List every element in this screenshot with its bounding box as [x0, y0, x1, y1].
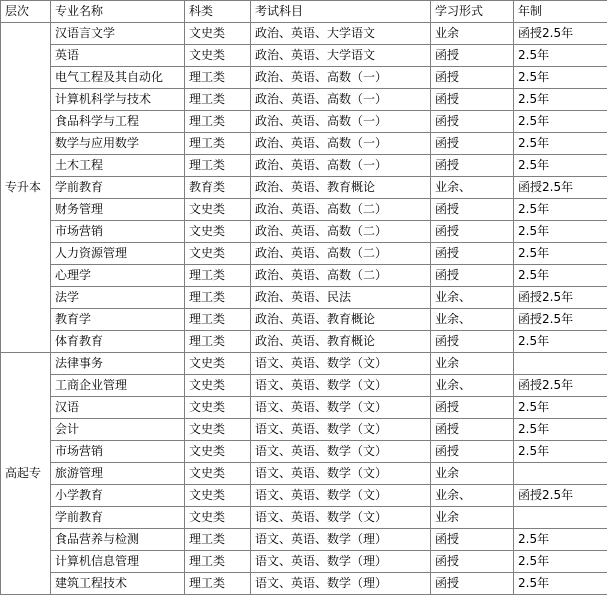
cell-major: 学前教育	[51, 177, 185, 199]
cell-mode: 函授	[431, 265, 514, 287]
cell-years: 2.5年	[514, 45, 607, 67]
cell-major: 法学	[51, 287, 185, 309]
cell-mode: 函授	[431, 243, 514, 265]
level-cell-0: 专升本	[1, 23, 51, 353]
cell-major: 电气工程及其自动化	[51, 67, 185, 89]
cell-category: 文史类	[185, 353, 251, 375]
cell-major: 市场营销	[51, 441, 185, 463]
cell-major: 计算机信息管理	[51, 551, 185, 573]
cell-subjects: 语文、英语、数学（文）	[251, 485, 431, 507]
cell-category: 理工类	[185, 331, 251, 353]
cell-category: 文史类	[185, 485, 251, 507]
cell-mode: 业余、	[431, 375, 514, 397]
cell-subjects: 政治、英语、高数（一）	[251, 89, 431, 111]
cell-years: 2.5年	[514, 397, 607, 419]
cell-category: 文史类	[185, 419, 251, 441]
cell-category: 理工类	[185, 573, 251, 595]
table-row	[1, 463, 607, 485]
cell-years: 2.5年	[514, 89, 607, 111]
cell-subjects: 政治、英语、大学语文	[251, 45, 431, 67]
cell-category: 教育类	[185, 177, 251, 199]
cell-category: 理工类	[185, 111, 251, 133]
cell-years: 2.5年	[514, 133, 607, 155]
cell-years: 2.5年	[514, 111, 607, 133]
level-cell-1: 高起专	[1, 353, 51, 595]
cell-years: 2.5年	[514, 243, 607, 265]
table-row	[1, 441, 607, 463]
column-header-category: 科类	[185, 1, 251, 23]
cell-major: 心理学	[51, 265, 185, 287]
cell-category: 理工类	[185, 551, 251, 573]
column-header-level: 层次	[1, 1, 51, 23]
cell-subjects: 语文、英语、数学（文）	[251, 353, 431, 375]
cell-mode: 业余	[431, 507, 514, 529]
cell-mode: 业余	[431, 23, 514, 45]
cell-years	[514, 507, 607, 529]
table-row	[1, 199, 607, 221]
column-header-major: 专业名称	[51, 1, 185, 23]
table-row	[1, 243, 607, 265]
cell-subjects: 语文、英语、数学（理）	[251, 529, 431, 551]
table-row	[1, 111, 607, 133]
cell-years: 2.5年	[514, 265, 607, 287]
table-row	[1, 485, 607, 507]
table-row	[1, 45, 607, 67]
cell-subjects: 语文、英语、数学（理）	[251, 573, 431, 595]
cell-years: 函授2.5年	[514, 309, 607, 331]
cell-category: 文史类	[185, 243, 251, 265]
cell-mode: 业余	[431, 353, 514, 375]
cell-mode: 业余	[431, 463, 514, 485]
cell-major: 汉语	[51, 397, 185, 419]
cell-mode: 函授	[431, 331, 514, 353]
cell-years: 2.5年	[514, 573, 607, 595]
cell-major: 财务管理	[51, 199, 185, 221]
cell-major: 教育学	[51, 309, 185, 331]
cell-category: 理工类	[185, 529, 251, 551]
cell-mode: 函授	[431, 419, 514, 441]
cell-years: 2.5年	[514, 419, 607, 441]
table-row	[1, 353, 607, 375]
cell-subjects: 政治、英语、教育概论	[251, 331, 431, 353]
cell-mode: 函授	[431, 529, 514, 551]
cell-subjects: 语文、英语、数学（文）	[251, 375, 431, 397]
cell-years: 函授2.5年	[514, 485, 607, 507]
table-row	[1, 529, 607, 551]
cell-mode: 函授	[431, 221, 514, 243]
cell-years: 函授2.5年	[514, 177, 607, 199]
cell-subjects: 语文、英语、数学（文）	[251, 397, 431, 419]
cell-subjects: 语文、英语、数学（文）	[251, 419, 431, 441]
cell-subjects: 政治、英语、教育概论	[251, 309, 431, 331]
cell-category: 理工类	[185, 133, 251, 155]
cell-major: 计算机科学与技术	[51, 89, 185, 111]
cell-category: 理工类	[185, 67, 251, 89]
cell-years: 2.5年	[514, 155, 607, 177]
table-row	[1, 89, 607, 111]
cell-subjects: 政治、英语、高数（一）	[251, 67, 431, 89]
cell-subjects: 政治、英语、民法	[251, 287, 431, 309]
cell-subjects: 政治、英语、高数（一）	[251, 155, 431, 177]
cell-major: 学前教育	[51, 507, 185, 529]
cell-mode: 函授	[431, 67, 514, 89]
table-row	[1, 331, 607, 353]
cell-major: 建筑工程技术	[51, 573, 185, 595]
cell-category: 文史类	[185, 45, 251, 67]
cell-category: 文史类	[185, 375, 251, 397]
column-header-mode: 学习形式	[431, 1, 514, 23]
cell-major: 市场营销	[51, 221, 185, 243]
cell-mode: 函授	[431, 45, 514, 67]
cell-major: 会计	[51, 419, 185, 441]
cell-mode: 函授	[431, 111, 514, 133]
table-header-row	[1, 1, 607, 23]
table-row	[1, 287, 607, 309]
cell-years: 函授2.5年	[514, 287, 607, 309]
cell-mode: 函授	[431, 133, 514, 155]
cell-subjects: 政治、英语、大学语文	[251, 23, 431, 45]
cell-major: 旅游管理	[51, 463, 185, 485]
cell-years: 2.5年	[514, 529, 607, 551]
cell-mode: 函授	[431, 551, 514, 573]
table-row	[1, 573, 607, 595]
cell-major: 体育教育	[51, 331, 185, 353]
cell-mode: 业余、	[431, 287, 514, 309]
cell-mode: 业余、	[431, 177, 514, 199]
cell-years	[514, 353, 607, 375]
cell-years: 2.5年	[514, 67, 607, 89]
cell-category: 文史类	[185, 23, 251, 45]
cell-major: 汉语言文学	[51, 23, 185, 45]
table-row	[1, 375, 607, 397]
table-row	[1, 177, 607, 199]
cell-category: 理工类	[185, 155, 251, 177]
cell-major: 工商企业管理	[51, 375, 185, 397]
cell-category: 文史类	[185, 397, 251, 419]
table-row	[1, 419, 607, 441]
cell-years: 函授2.5年	[514, 375, 607, 397]
table-row	[1, 551, 607, 573]
cell-mode: 函授	[431, 155, 514, 177]
cell-mode: 函授	[431, 199, 514, 221]
table-row	[1, 265, 607, 287]
cell-mode: 函授	[431, 441, 514, 463]
cell-years: 函授2.5年	[514, 23, 607, 45]
cell-category: 理工类	[185, 89, 251, 111]
table-row	[1, 155, 607, 177]
cell-years	[514, 463, 607, 485]
cell-subjects: 语文、英语、数学（理）	[251, 551, 431, 573]
cell-major: 食品营养与检测	[51, 529, 185, 551]
cell-major: 数学与应用数学	[51, 133, 185, 155]
cell-category: 文史类	[185, 463, 251, 485]
cell-mode: 业余、	[431, 309, 514, 331]
cell-major: 食品科学与工程	[51, 111, 185, 133]
cell-major: 法律事务	[51, 353, 185, 375]
cell-years: 2.5年	[514, 441, 607, 463]
column-header-years: 年制	[514, 1, 607, 23]
cell-major: 小学教育	[51, 485, 185, 507]
cell-years: 2.5年	[514, 331, 607, 353]
table-row	[1, 23, 607, 45]
cell-major: 英语	[51, 45, 185, 67]
cell-subjects: 政治、英语、高数（二）	[251, 221, 431, 243]
cell-subjects: 政治、英语、高数（二）	[251, 265, 431, 287]
cell-mode: 函授	[431, 573, 514, 595]
cell-mode: 函授	[431, 89, 514, 111]
cell-subjects: 语文、英语、数学（文）	[251, 441, 431, 463]
cell-subjects: 语文、英语、数学（文）	[251, 507, 431, 529]
cell-category: 文史类	[185, 199, 251, 221]
table-row	[1, 507, 607, 529]
cell-category: 理工类	[185, 309, 251, 331]
cell-years: 2.5年	[514, 199, 607, 221]
table-row	[1, 397, 607, 419]
cell-subjects: 政治、英语、高数（二）	[251, 199, 431, 221]
cell-category: 理工类	[185, 265, 251, 287]
table-row	[1, 67, 607, 89]
cell-subjects: 政治、英语、高数（一）	[251, 111, 431, 133]
cell-subjects: 政治、英语、高数（二）	[251, 243, 431, 265]
cell-category: 文史类	[185, 507, 251, 529]
table-row	[1, 221, 607, 243]
cell-subjects: 政治、英语、高数（一）	[251, 133, 431, 155]
cell-years: 2.5年	[514, 551, 607, 573]
cell-major: 人力资源管理	[51, 243, 185, 265]
cell-subjects: 语文、英语、数学（文）	[251, 463, 431, 485]
cell-mode: 函授	[431, 397, 514, 419]
cell-major: 土木工程	[51, 155, 185, 177]
table-row	[1, 133, 607, 155]
cell-subjects: 政治、英语、教育概论	[251, 177, 431, 199]
column-header-subjects: 考试科目	[251, 1, 431, 23]
cell-category: 文史类	[185, 221, 251, 243]
cell-mode: 业余、	[431, 485, 514, 507]
cell-years: 2.5年	[514, 221, 607, 243]
table-row	[1, 309, 607, 331]
cell-category: 理工类	[185, 287, 251, 309]
cell-category: 文史类	[185, 441, 251, 463]
